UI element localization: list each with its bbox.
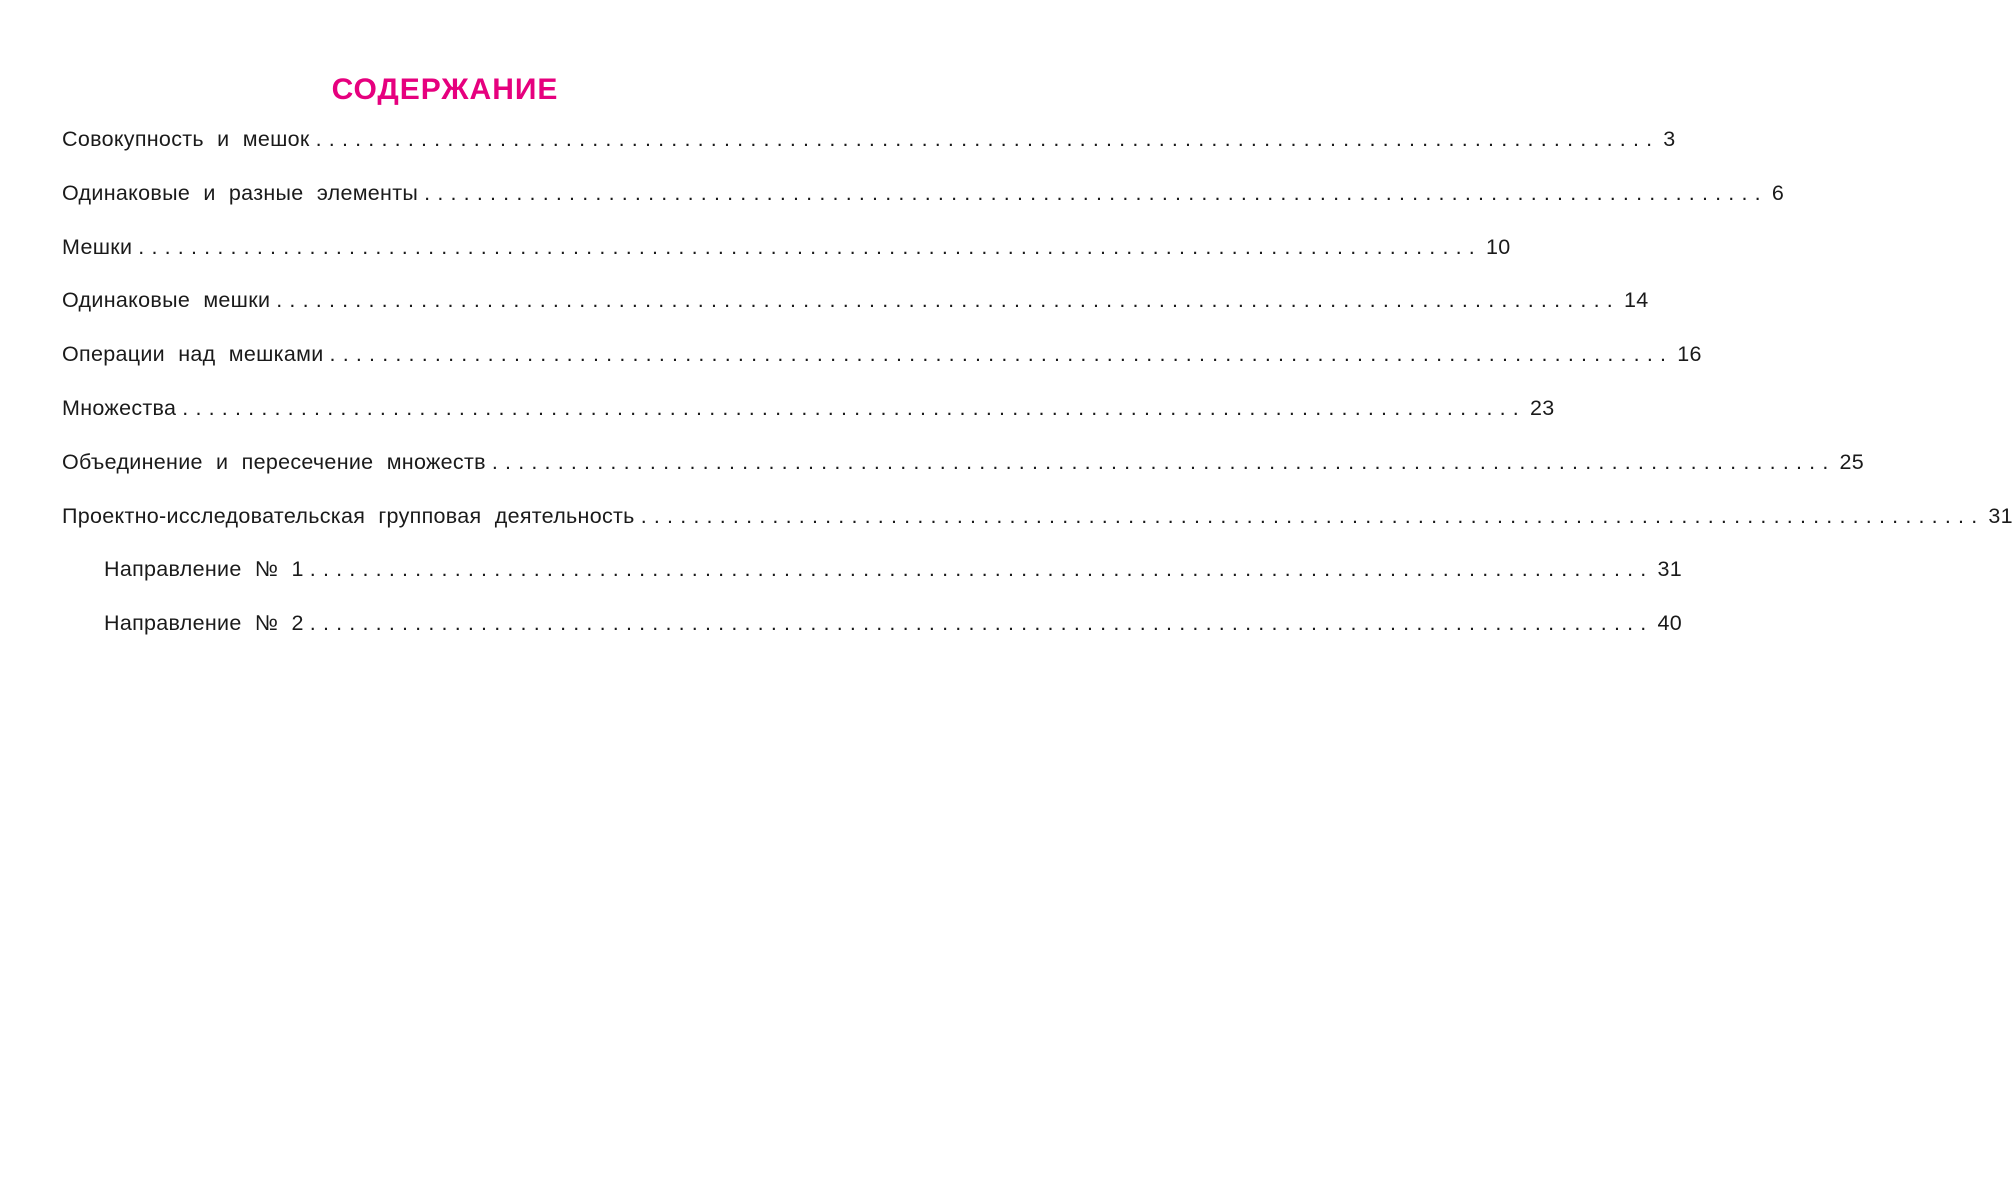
toc-entry-label: Совокупность и мешок [62,127,310,151]
dot-leader: ...................................................................................................... [182,395,1526,420]
toc-entry-page-number: 6 [1771,180,1785,205]
dot-leader: ...................................................................................................... [309,557,1654,582]
toc-entry[interactable] [62,395,1555,450]
toc-entry[interactable] [62,127,1676,181]
toc-entry-label: Направление № 1 [104,557,304,582]
toc-entry-page-number: 3 [1663,127,1676,151]
toc-entry-page-number: 31 [1657,557,1682,582]
dot-leader: ...................................................................................................... [640,503,1985,528]
toc-entry[interactable] [62,288,1649,342]
toc-entry-page-number: 40 [1657,611,1682,636]
toc-entry-page-number: 16 [1677,342,1702,367]
dot-leader: ...................................................................................................... [276,288,1620,313]
toc-entry-page-number: 23 [1529,395,1555,420]
toc-entry-page-number: 31 [1988,503,2013,528]
toc-entry-page-number: 14 [1623,288,1649,313]
dot-leader: ...................................................................................................... [424,180,1768,205]
toc-entry-label: Мешки [62,234,133,259]
toc-entry-page-number: 25 [1839,449,1865,474]
toc-entry-label: Направление № 2 [104,611,304,636]
toc-entry-page-number: 10 [1485,234,1511,259]
toc-entry[interactable] [62,503,2013,558]
dot-leader: ...................................................................................................... [329,342,1674,367]
toc-subentry[interactable] [62,557,1682,611]
dot-leader: ...................................................................................................... [138,234,1482,259]
toc-entry-label: Объединение и пересечение множеств [62,449,486,474]
dot-leader: ...................................................................................................... [315,127,1660,151]
dot-leader: ...................................................................................................... [309,611,1654,636]
page-title: СОДЕРЖАНИЕ [331,73,559,106]
toc-subentry[interactable] [62,611,1682,665]
toc-entry-label: Одинаковые и разные элементы [62,180,419,205]
toc-entry[interactable] [62,234,1511,289]
toc-list [62,127,2013,665]
dot-leader: ...................................................................................................... [491,449,1836,474]
toc-entry-label: Операции над мешками [62,342,324,367]
toc-entry[interactable] [62,342,1702,396]
toc-entry[interactable] [62,180,1785,235]
toc-entry[interactable] [62,449,1865,504]
toc-entry-label: Множества [62,395,177,420]
toc-entry-label: Проектно-исследовательская групповая деятельность [62,503,635,528]
toc-entry-label: Одинаковые мешки [62,288,271,313]
